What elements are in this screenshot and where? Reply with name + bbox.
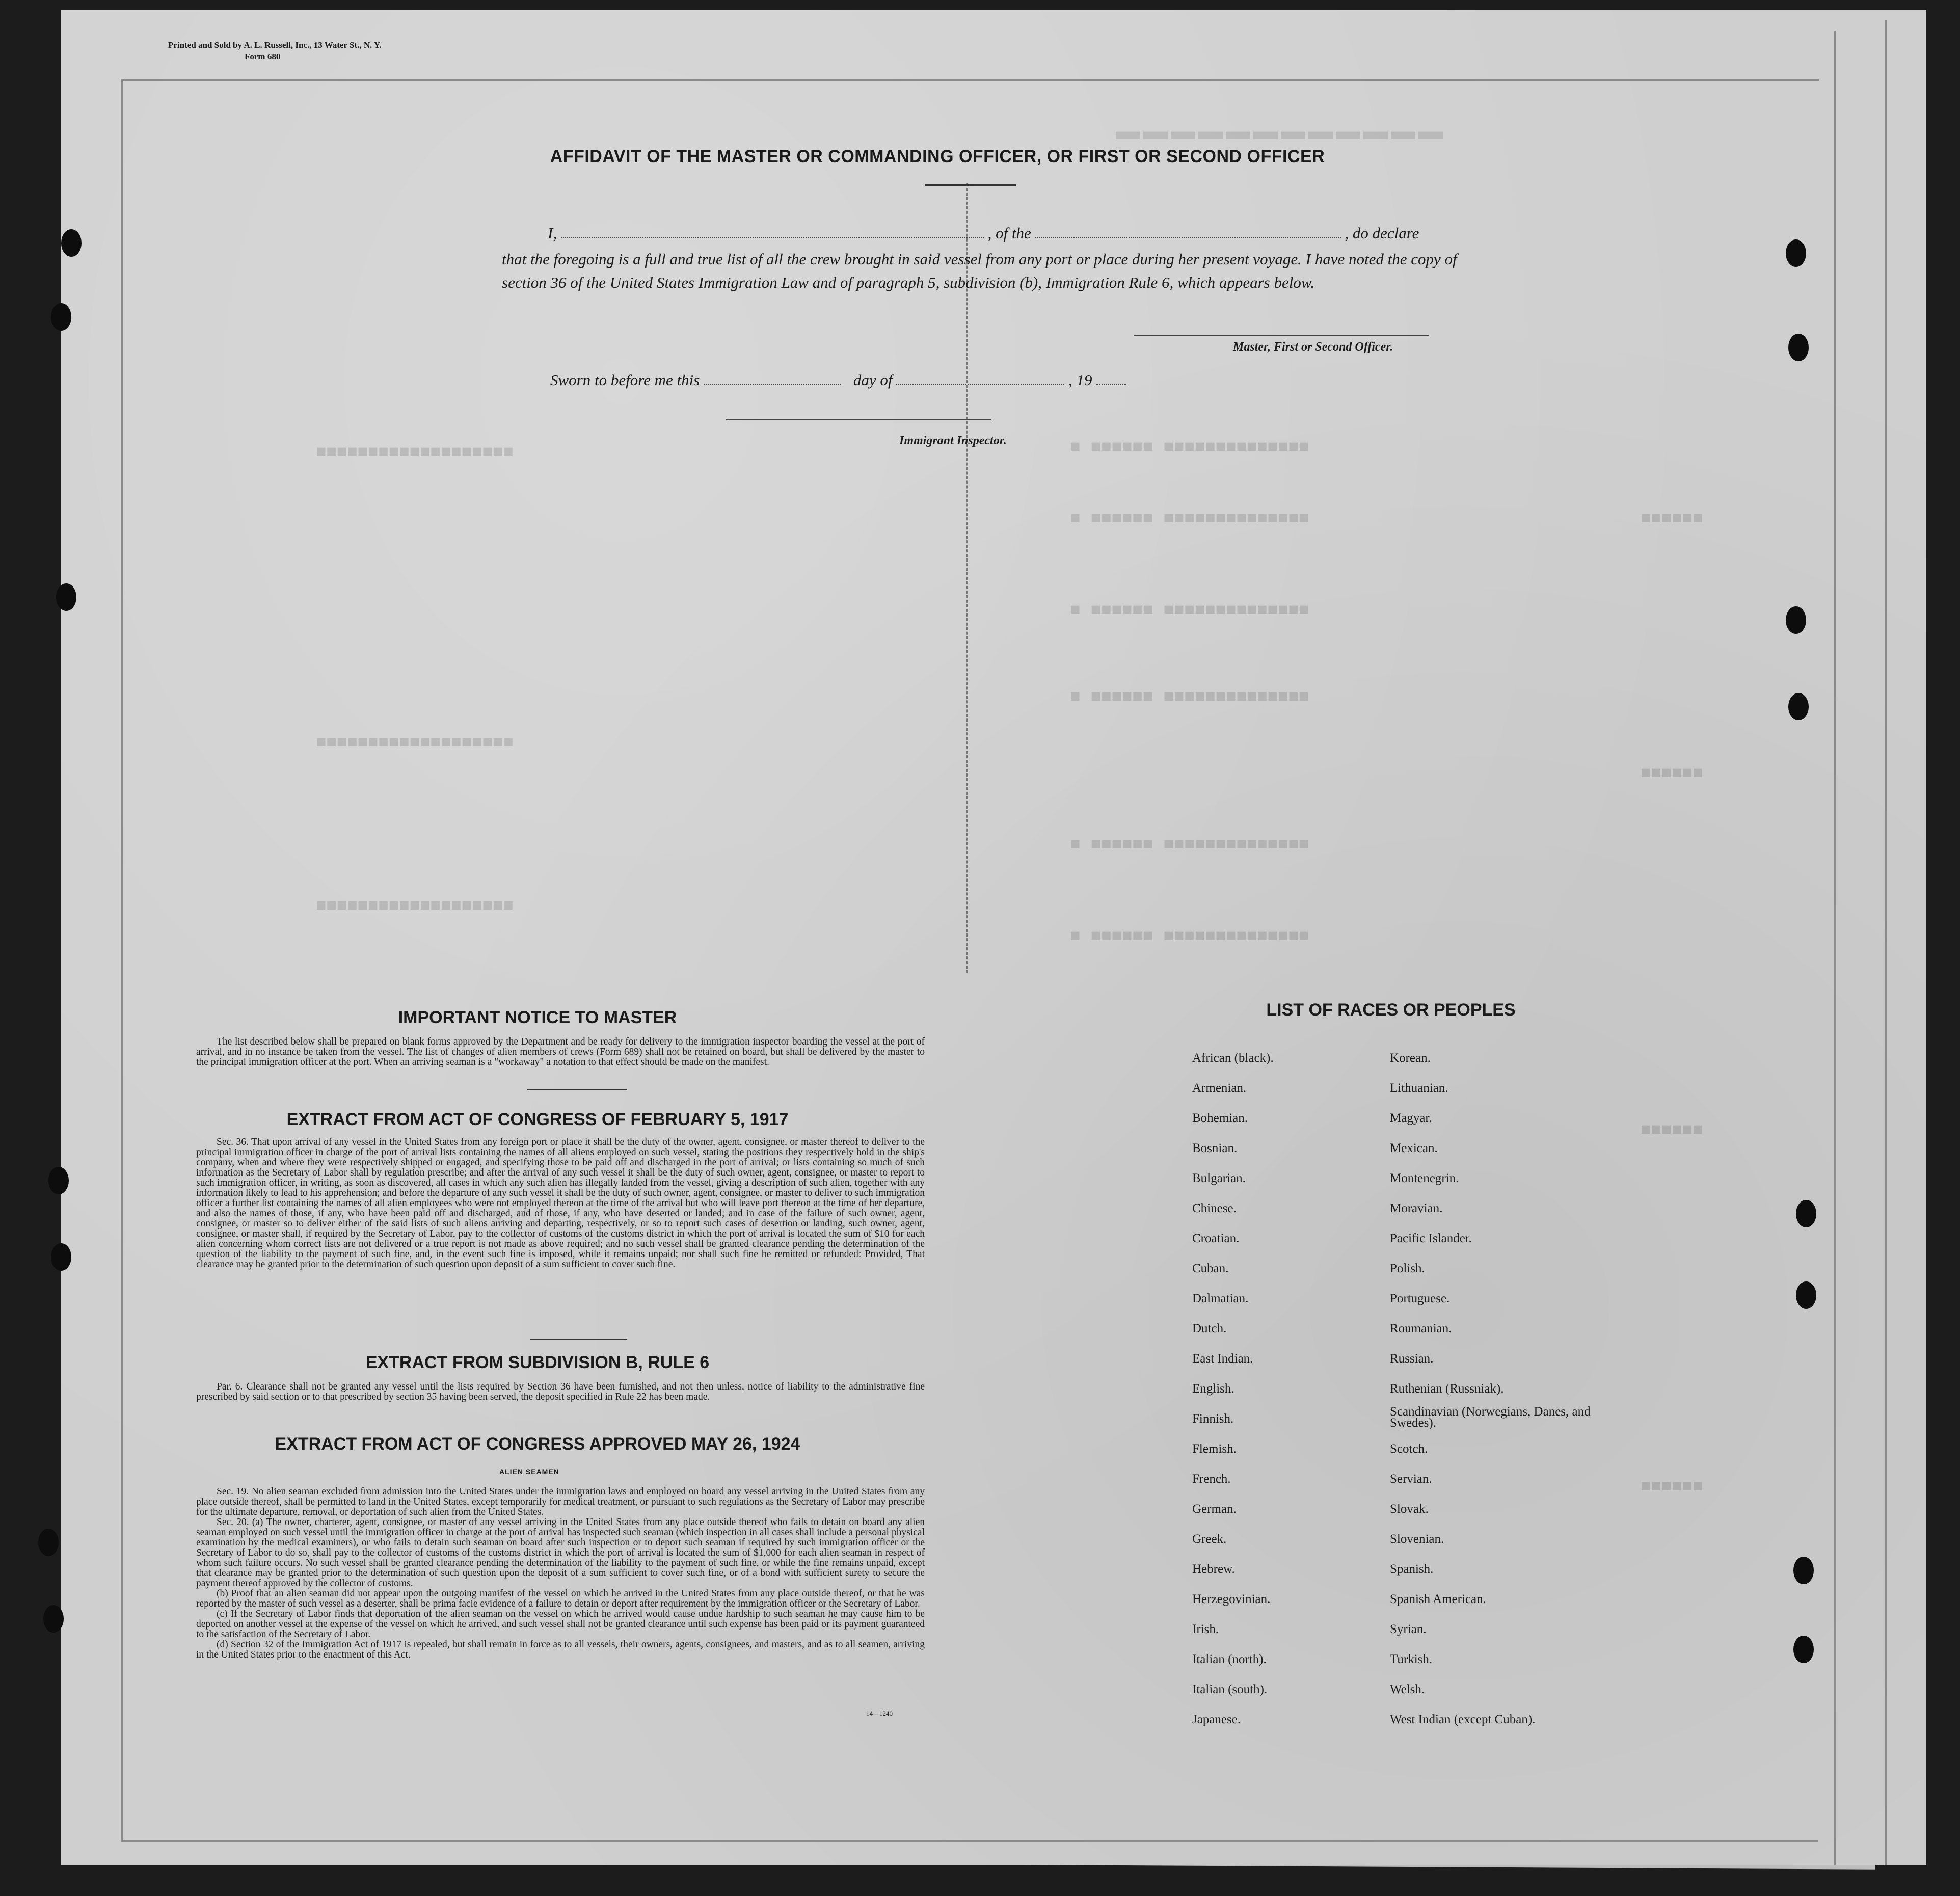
punch-hole <box>48 1167 69 1194</box>
race-item: Irish. <box>1192 1622 1219 1636</box>
race-item: French. <box>1192 1472 1231 1486</box>
bleed-through-decoration: ■ ■■■■■■ ■■■■■■■■■■■■■■ <box>1070 438 1309 458</box>
extract-1917-title: EXTRACT FROM ACT OF CONGRESS OF FEBRUARY 5, 1917 <box>286 1110 789 1129</box>
race-item: Pacific Islander. <box>1390 1232 1472 1245</box>
printer-line: Printed and Sold by A. L. Russell, Inc., 13 Water St., N. Y. <box>168 40 382 50</box>
race-item: Moravian. <box>1390 1201 1443 1215</box>
race-item: Mexican. <box>1390 1141 1438 1155</box>
declarant-label: I, <box>548 224 557 242</box>
race-item: Croatian. <box>1192 1232 1240 1245</box>
race-item: Hebrew. <box>1192 1562 1235 1576</box>
race-item: Slovenian. <box>1390 1532 1444 1546</box>
bleed-through-decoration: ▬▬▬▬▬▬▬▬▬▬▬▬ <box>1116 118 1446 145</box>
declarant-name-field[interactable] <box>561 224 984 238</box>
form-code: 14—1240 <box>866 1710 893 1717</box>
notice-title: IMPORTANT NOTICE TO MASTER <box>398 1008 677 1027</box>
bleed-through-decoration: ■■■■■■■■■■■■■■■■■■■ <box>316 734 514 753</box>
race-item: Welsh. <box>1390 1683 1425 1696</box>
race-item: Dutch. <box>1192 1322 1227 1336</box>
race-item: Roumanian. <box>1390 1322 1452 1336</box>
race-item: Scandinavian (Norwegians, Danes, and Swedes). <box>1390 1405 1591 1430</box>
race-item: Slovak. <box>1390 1502 1429 1516</box>
sworn-year-field[interactable] <box>1096 371 1126 385</box>
bleed-through-decoration: ■ ■■■■■■ ■■■■■■■■■■■■■■ <box>1070 927 1309 947</box>
races-title: LIST OF RACES OR PEOPLES <box>1266 1000 1516 1020</box>
race-item: Chinese. <box>1192 1201 1237 1215</box>
extract-1917-paragraph: Sec. 36. That upon arrival of any vessel in the United States from any foreign port or place it shall be the duty of the owner, agent, consignee, or master thereof to deliver to the principal immigration officer in charge of the port of arrival lists containing the names of all aliens employed on such vessel, stating the positions they respectively hold in the ship's company, when and where they were respectively shipped or engaged, and specifying those to be paid off and discharged in the port of arrival; or lists containing so much of such information as the Secretary of Labor shall by regulation prescribe; and after the arrival of any such vessel it shall be the duty of such owner, agent, consignee, or master to report to such immigration officer, in writing, as soon as discovered, all cases in which any such alien has illegally landed from the vessel, giving a description of such alien, together with any information likely to lead to his apprehension; and before the departure of any such vessel it shall be the duty of such owner, agent, consignee, or master to deliver to such immigration officer a further list containing the names of all alien employees who were not employed thereon at the time of the arrival but who will leave port thereon at the time of her departure, and also the names of those, if any, who have been paid off and discharged, and of those, if any, who have deserted or landed; and in case of the failure of such owner, agent, consignee, or master so to deliver either of the said lists of such aliens arriving and departing, respectively, or so to report such cases of desertion or landing, such owner, agent, consignee, or master shall, if required by the Secretary of Labor, pay to the collector of customs of the customs district in which the port of arrival is located the sum of $10 for each alien concerning whom correct lists are not delivered or a true report is not made as above required; and no such vessel shall be granted clearance pending the determination of the question of the liability to the payment of such fine, and, in the event such fine is imposed, while it remains unpaid; nor shall such fine be remitted or refunded: Provided, That clearance may be granted prior to the determination of such question upon deposit of a sum sufficient to cover such fine. <box>196 1137 925 1270</box>
race-item: English. <box>1192 1382 1234 1396</box>
punch-hole <box>61 229 82 257</box>
bleed-through-decoration: ■ ■■■■■■ ■■■■■■■■■■■■■■ <box>1070 601 1309 621</box>
bleed-through-decoration: ■■■■■■■■■■■■■■■■■■■ <box>316 443 514 463</box>
race-item: Armenian. <box>1192 1081 1247 1095</box>
punch-hole <box>1786 606 1806 634</box>
page-edge-right-1 <box>1834 31 1836 1865</box>
section-divider <box>530 1339 627 1340</box>
race-item: Polish. <box>1390 1262 1425 1275</box>
race-item: Finnish. <box>1192 1412 1234 1426</box>
punch-hole <box>38 1529 59 1556</box>
race-item: Italian (south). <box>1192 1683 1268 1696</box>
bleed-through-decoration: ■■■■■■ <box>1641 764 1703 784</box>
punch-hole <box>1793 1636 1814 1663</box>
race-item: Spanish. <box>1390 1562 1434 1576</box>
page-edge-right-2 <box>1885 20 1887 1865</box>
race-item: Bohemian. <box>1192 1111 1248 1125</box>
bleed-through-decoration: ■■■■■■ <box>1641 1478 1703 1497</box>
punch-hole <box>1796 1200 1816 1227</box>
form-number: Form 680 <box>245 51 281 61</box>
section-divider <box>527 1089 627 1090</box>
punch-hole <box>1788 693 1809 720</box>
race-item: West Indian (except Cuban). <box>1390 1713 1536 1726</box>
punch-hole <box>1788 334 1809 361</box>
page-edge-left <box>121 79 123 1842</box>
race-item: African (black). <box>1192 1051 1274 1065</box>
inspector-caption: Immigrant Inspector. <box>899 434 1007 447</box>
extract-1924-body <box>196 1487 925 1660</box>
sec19-paragraph: Sec. 19. No alien seaman excluded from admission into the United States under the immigration laws and employed on board any vessel arriving in the United States from any place outside thereof, shall be permitted to land in the United States, except temporarily for medical treatment, or pursuant to such regulations as the Secretary of Labor may prescribe for the ultimate departure, removal, or deportation of such alien from the United States. <box>196 1486 925 1517</box>
punch-hole <box>1786 239 1806 267</box>
race-item: Russian. <box>1390 1352 1434 1366</box>
race-item: Italian (north). <box>1192 1652 1267 1666</box>
race-item: Syrian. <box>1390 1622 1427 1636</box>
race-item: Scotch. <box>1390 1442 1428 1456</box>
race-item: Spanish American. <box>1390 1592 1486 1606</box>
punch-hole <box>1796 1281 1816 1309</box>
race-item: Flemish. <box>1192 1442 1237 1456</box>
notice-paragraph: The list described below shall be prepared on blank forms approved by the Department and be ready for delivery to the immigration inspector boarding the vessel at the port of arrival, and in no instance be taken from the vessel. The list of changes of alien members of crews (Form 689) shall not be retained on board, but shall be delivered by the master to the principal immigration officer at the port. When an arriving seaman is a "workaway" a notation to that effect should be made on the manifest. <box>196 1036 925 1067</box>
race-item: Lithuanian. <box>1390 1081 1448 1095</box>
race-item: Bosnian. <box>1192 1141 1238 1155</box>
race-item: Greek. <box>1192 1532 1227 1546</box>
extract-rule6-body <box>196 1382 925 1402</box>
race-item: Portuguese. <box>1390 1292 1450 1305</box>
race-item: Montenegrin. <box>1390 1171 1459 1185</box>
race-item: Bulgarian. <box>1192 1171 1246 1185</box>
sworn-line <box>550 371 1126 389</box>
bleed-through-decoration: ■■■■■■ <box>1641 510 1703 529</box>
sworn-month-field[interactable] <box>896 371 1064 385</box>
sec20b-paragraph: (b) Proof that an alien seaman did not appear upon the outgoing manifest of the vessel on which he arrived in the United States from any place outside thereof, or that he was reported by the master of such vessel as a deserter, shall be prima facie evidence of a failure to detain or deport after requirement by the immigration officer or the Secretary of Labor. <box>196 1588 925 1609</box>
extract-1924-title: EXTRACT FROM ACT OF CONGRESS APPROVED MAY 26, 1924 <box>275 1434 800 1454</box>
sec20a-paragraph: Sec. 20. (a) The owner, charterer, agent, consignee, or master of any vessel arriving in the United States from any place outside thereof who fails to detain on board any alien seaman employed on such vessel until the immigration officer in charge at the port of arrival has inspected such seaman (which inspection in all cases shall include a personal physical examination by the medical examiners), or who fails to detain such seaman on board after such inspection or to deport such seaman if required by such immigration officer or the Secretary of Labor to do so, shall pay to the collector of customs of the customs district in which the port of arrival is located the sum of $1,000 for each alien seaman in respect of whom such failure occurs. No such vessel shall be granted clearance pending the determination of the liability to the payment of such fine, or while the fine remains unpaid, except that clearance may be granted prior to the determination of such question upon the deposit of a sum sufficient to cover such fine, or of a bond with sufficient surety to secure the payment thereof approved by the collector of customs. <box>196 1517 925 1589</box>
fold-line <box>966 183 969 973</box>
bleed-through-decoration: ■ ■■■■■■ ■■■■■■■■■■■■■■ <box>1070 688 1309 707</box>
vessel-name-field[interactable] <box>1035 224 1341 238</box>
declare-label: , do declare <box>1345 224 1419 242</box>
page-edge-top <box>122 79 1819 81</box>
notice-body <box>196 1037 925 1067</box>
extract-1917-body <box>196 1137 925 1270</box>
officer-signature-field[interactable] <box>1134 335 1429 336</box>
sec20c-paragraph: (c) If the Secretary of Labor finds that deportation of the alien seaman on the vessel on which he arrived would cause undue hardship to such seaman he may cause him to be deported on another vessel at the expense of the vessel on which he arrived, and such vessel shall not be granted clearance until such expense has been paid or its payment guaranteed to the satisfaction of the Secretary of Labor. <box>196 1609 925 1640</box>
race-item: Dalmatian. <box>1192 1292 1249 1305</box>
printer-imprint <box>168 40 525 62</box>
bleed-through-decoration: ■ ■■■■■■ ■■■■■■■■■■■■■■ <box>1070 836 1309 855</box>
bleed-through-decoration: ■ ■■■■■■ ■■■■■■■■■■■■■■ <box>1070 510 1309 529</box>
race-item: German. <box>1192 1502 1237 1516</box>
affidavit-title: AFFIDAVIT OF THE MASTER OR COMMANDING OFFICER, OR FIRST OR SECOND OFFICER <box>550 147 1325 166</box>
sworn-label: Sworn to before me this <box>550 371 700 389</box>
alien-seamen-subheading: ALIEN SEAMEN <box>499 1467 559 1476</box>
inspector-signature-field[interactable] <box>726 419 991 420</box>
race-item: Korean. <box>1390 1051 1431 1065</box>
race-item: Ruthenian (Russniak). <box>1390 1382 1504 1396</box>
vessel-label: , of the <box>987 224 1031 242</box>
race-item: East Indian. <box>1192 1352 1253 1366</box>
bleed-through-decoration: ■■■■■■ <box>1641 1121 1703 1140</box>
page-edge-bottom <box>121 1840 1818 1842</box>
race-item: Cuban. <box>1192 1262 1229 1275</box>
officer-signature-caption: Master, First or Second Officer. <box>1233 340 1393 354</box>
day-of-label: day of <box>853 371 893 389</box>
race-item: Herzegovinian. <box>1192 1592 1271 1606</box>
race-item: Magyar. <box>1390 1111 1432 1125</box>
sec20d-paragraph: (d) Section 32 of the Immigration Act of 1917 is repealed, but shall remain in force as to all vessels, their owners, agents, consignees, and masters, and as to all seamen, arriving in the United States prior to the enactment of this Act. <box>196 1639 925 1660</box>
bleed-through-decoration: ■■■■■■■■■■■■■■■■■■■ <box>316 897 514 916</box>
punch-hole <box>43 1605 64 1633</box>
punch-hole <box>51 303 71 331</box>
punch-hole <box>51 1243 71 1271</box>
race-item: Servian. <box>1390 1472 1432 1486</box>
punch-hole <box>56 583 76 611</box>
declarant-line <box>548 224 1419 243</box>
race-item: Turkish. <box>1390 1652 1433 1666</box>
year-label: , 19 <box>1068 371 1092 389</box>
punch-hole <box>1793 1557 1814 1584</box>
extract-rule6-paragraph: Par. 6. Clearance shall not be granted any vessel until the lists required by Section 36 have been furnished, and not then unless, notice of liability to the administrative fine prescribed by said section or to that prescribed by section 35 having been served, the deposit specified in Rule 22 has been made. <box>196 1381 925 1402</box>
extract-rule6-title: EXTRACT FROM SUBDIVISION B, RULE 6 <box>365 1353 710 1372</box>
title-divider <box>925 184 1016 186</box>
affidavit-body: that the foregoing is a full and true list of all the crew brought in said vessel from any port or place during her present voyage. I have noted the copy of section 36 of the United States Immigration Law and of paragraph 5, subdivision (b), Immigration Rule 6, which appears below. <box>502 250 1457 291</box>
sworn-date-field[interactable] <box>704 371 841 385</box>
race-item: Japanese. <box>1192 1713 1241 1726</box>
